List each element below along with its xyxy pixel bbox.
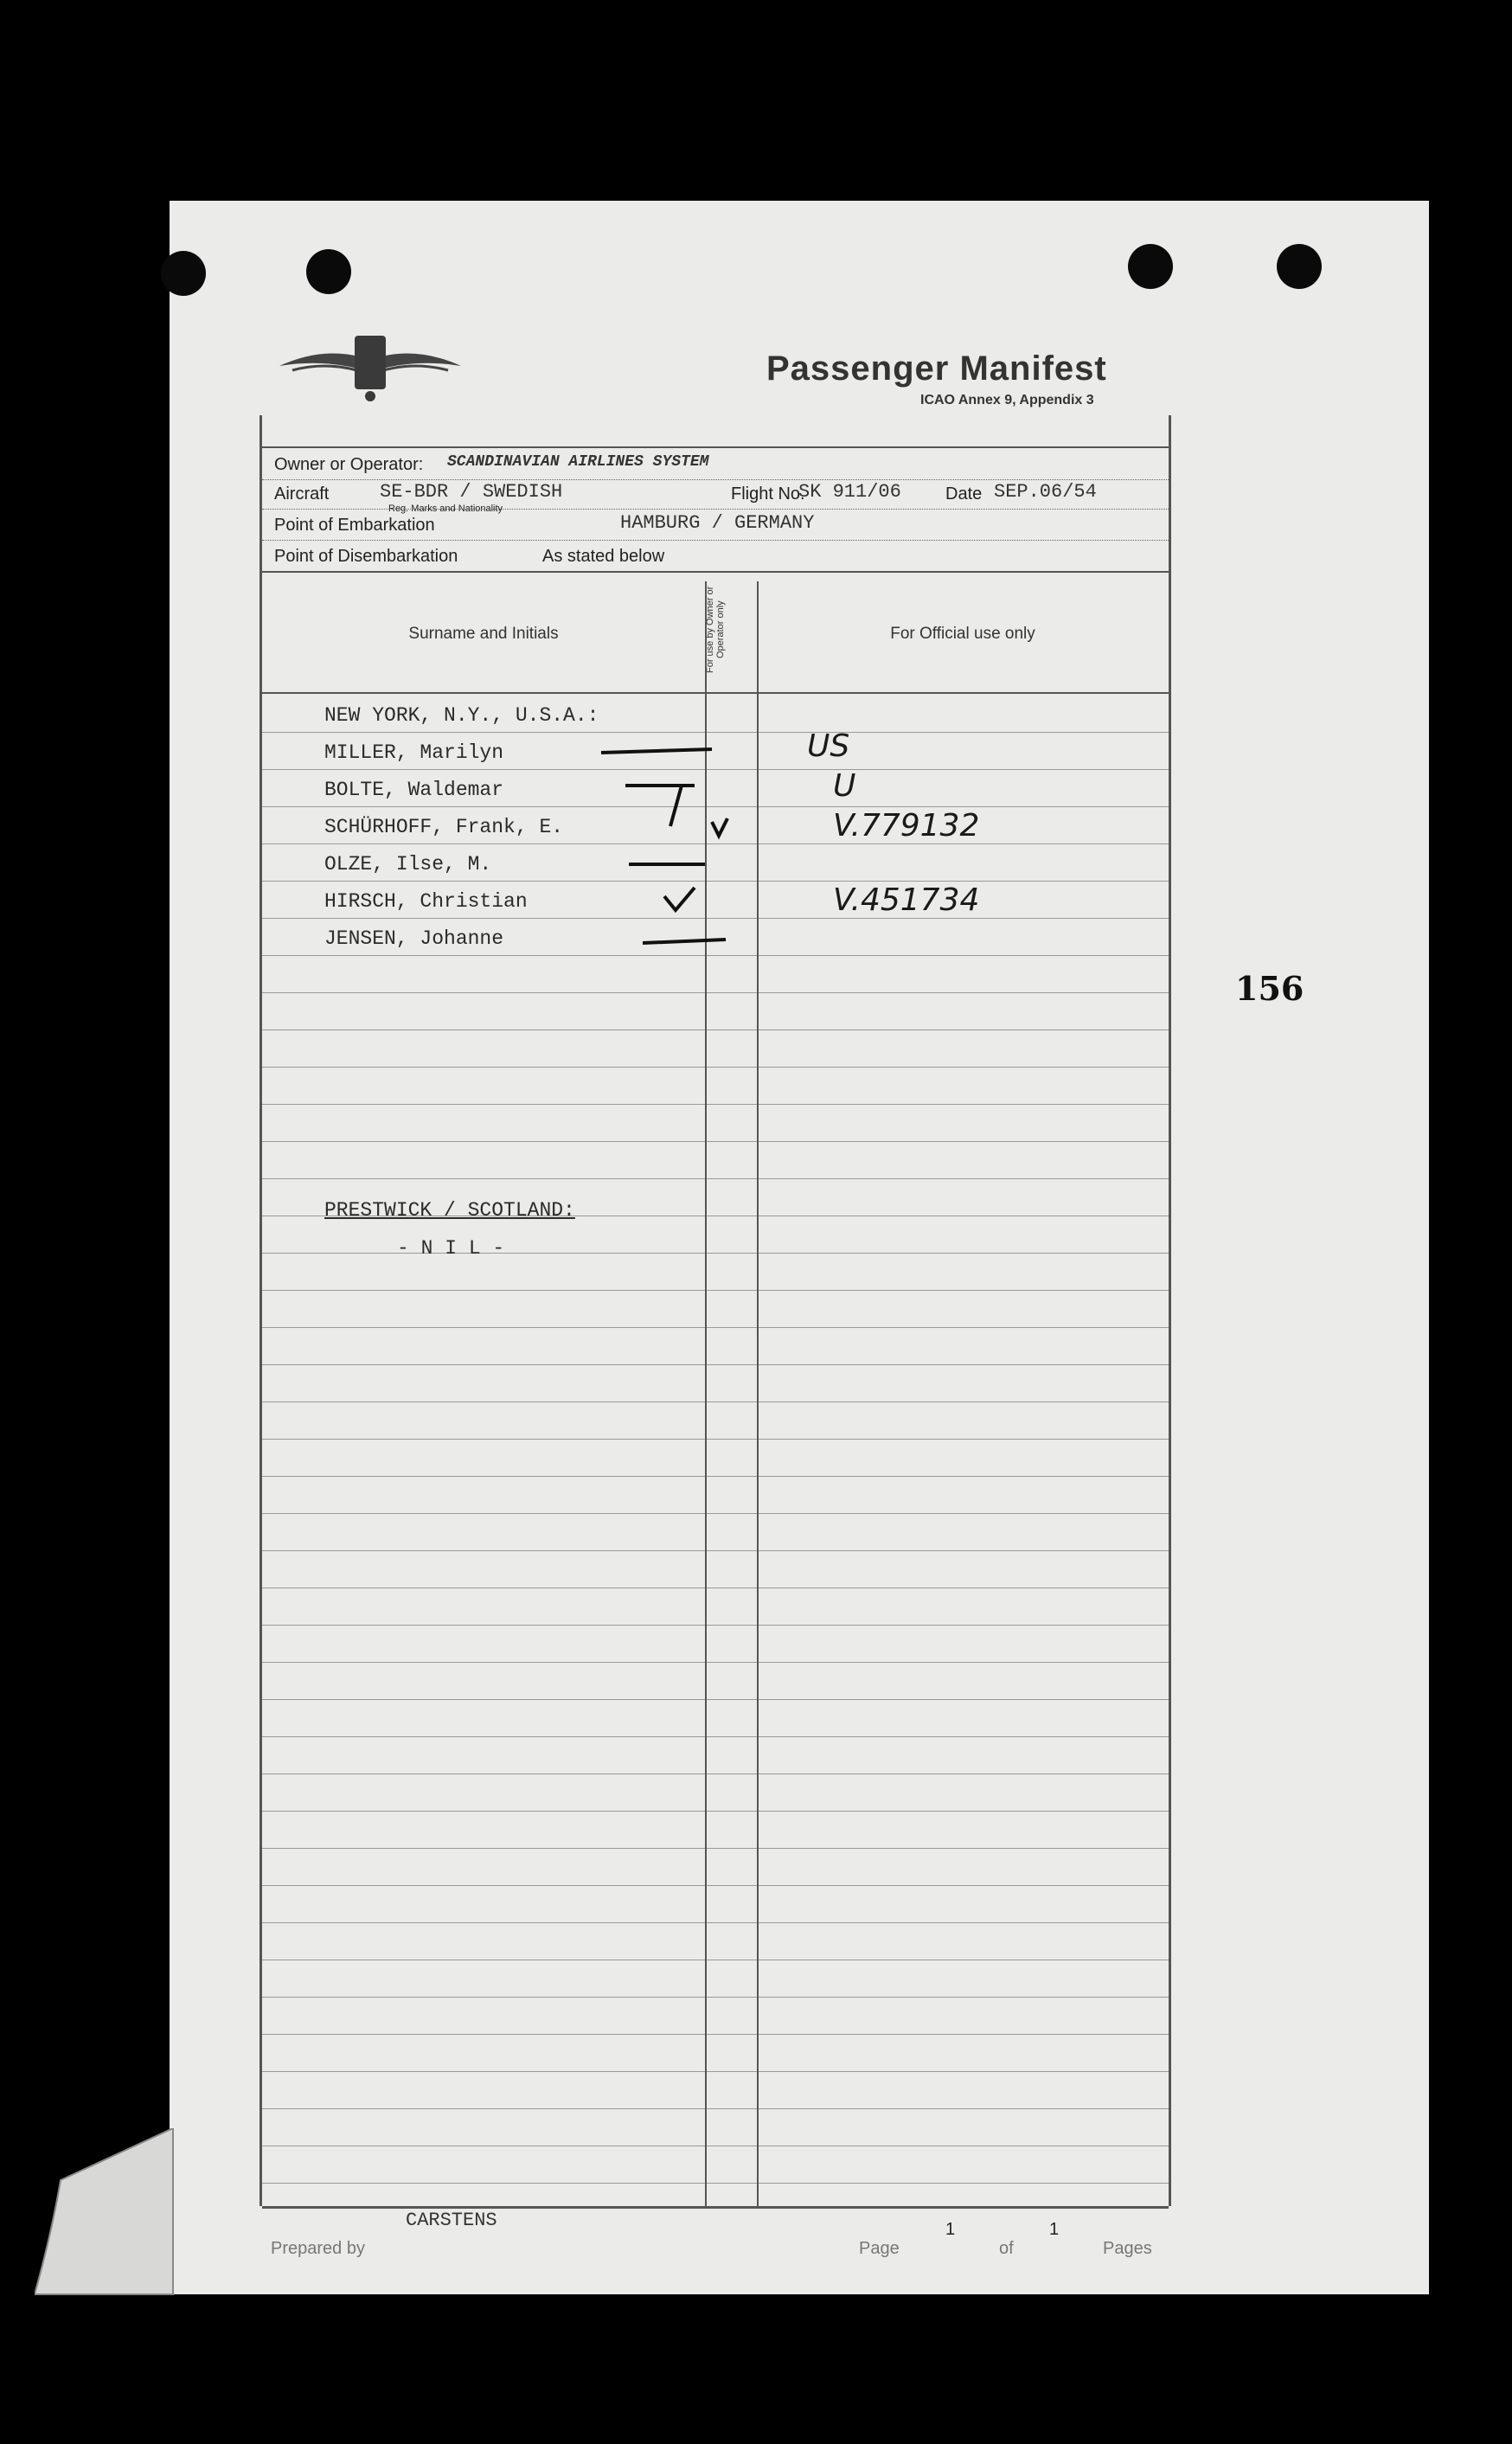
flight-label: Flight No. [731,484,805,504]
table-row [262,1885,1169,1886]
page-subtitle: ICAO Annex 9, Appendix 3 [920,393,1094,407]
table-row [262,1104,1169,1105]
list-item: NEW YORK, N.Y., U.S.A.: [324,704,599,727]
aircraft-value: SE-BDR / SWEDISH [380,481,563,503]
handwritten-note: V.451734 [833,882,980,918]
column-header-name: Surname and Initials [408,625,559,643]
table-row [262,2034,1169,2035]
table-row [262,1662,1169,1663]
disembarkation-value: As stated below [542,547,665,566]
list-item: - N I L - [397,1237,505,1260]
of-label: of [999,2239,1014,2258]
prepared-by-value: CARSTENS [406,2210,497,2231]
list-item: BOLTE, Waldemar [324,779,504,801]
owner-label: Owner or Operator: [274,455,424,474]
punch-hole [1128,244,1173,289]
table-row [262,1922,1169,1923]
page-value: 1 [945,2220,956,2239]
table-row [262,1848,1169,1849]
embarkation-label: Point of Embarkation [274,516,435,535]
list-item: JENSEN, Johanne [324,927,504,950]
date-value: SEP.06/54 [994,481,1097,503]
prepared-by-label: Prepared by [271,2239,365,2258]
of-value: 1 [1049,2220,1060,2239]
table-row [262,2071,1169,2072]
disembarkation-label: Point of Disembarkation [274,547,458,566]
table-row [262,1327,1169,1328]
footer-divider [262,2206,1169,2209]
page-title: Passenger Manifest [766,350,1107,388]
table-row [262,1997,1169,1998]
table-row [262,1178,1169,1179]
date-label: Date [945,484,983,504]
table-row [262,1067,1169,1068]
table-row [262,1141,1169,1142]
airline-emblem-icon [275,327,465,405]
column-header-official: For Official use only [890,625,1035,643]
handwritten-note: U [833,768,856,804]
aircraft-note: Reg. Marks and Nationality [388,504,503,514]
table-row [262,1290,1169,1291]
page-label: Page [859,2239,900,2258]
handwritten-marks-icon [262,415,1169,1021]
list-item: HIRSCH, Christian [324,890,528,913]
handwritten-note: US [807,728,850,764]
pages-label: Pages [1103,2239,1152,2258]
flight-value: SK 911/06 [798,481,901,503]
list-item: MILLER, Marilyn [324,741,504,764]
owner-value: SCANDINAVIAN AIRLINES SYSTEM [447,453,709,471]
table-row [262,1513,1169,1514]
list-item: OLZE, Ilse, M. [324,853,492,876]
punch-hole [161,251,206,296]
column-header-owner-use: For use by Owner or Operator only [705,586,726,674]
table-row [262,1550,1169,1551]
stamp-number: 156 [1235,969,1304,1008]
table-row [262,2108,1169,2109]
table-row [262,1439,1169,1440]
table-row [262,2183,1169,2184]
manifest-form [259,415,1171,2258]
table-row [262,1364,1169,1365]
handwritten-note: V.779132 [833,808,980,844]
list-item: PRESTWICK / SCOTLAND: [324,1199,575,1222]
punch-hole [306,249,351,294]
aircraft-label: Aircraft [274,484,330,504]
list-item: SCHÜRHOFF, Frank, E. [324,816,564,838]
punch-hole [1277,244,1322,289]
table-row [262,1699,1169,1700]
folded-corner-icon [35,2128,182,2301]
table-row [262,1625,1169,1626]
embarkation-value: HAMBURG / GERMANY [620,512,815,534]
table-row [262,1811,1169,1812]
table-row [262,1736,1169,1737]
table-row [262,1476,1169,1477]
